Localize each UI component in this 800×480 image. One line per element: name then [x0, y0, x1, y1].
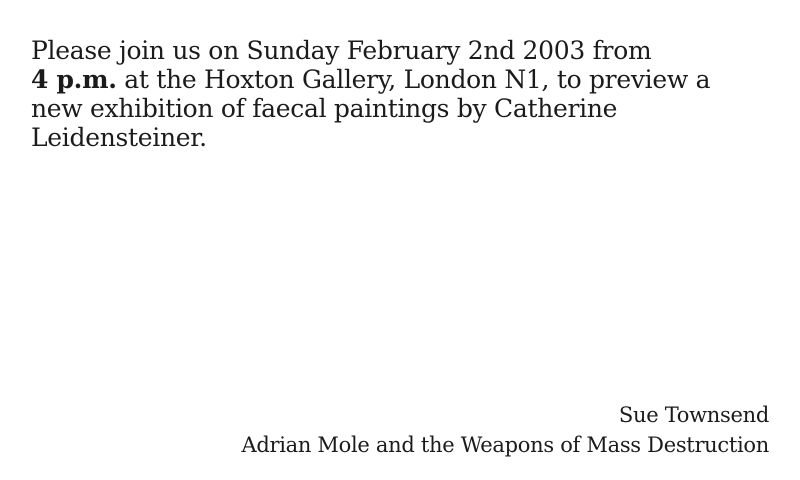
quote-time: 4 p.m. — [31, 65, 117, 94]
book-title: Adrian Mole and the Weapons of Mass Destruction — [241, 433, 769, 457]
quote-body: at the Hoxton Gallery, London N1, to preview a new exhibition of faecal paintings by Catherine Leidensteiner. — [31, 65, 711, 152]
author-name: Sue Townsend — [618, 403, 769, 427]
quote-intro: Please join us on Sunday February 2nd 2003 from — [31, 36, 652, 65]
quote-text — [31, 36, 761, 152]
attribution — [69, 400, 769, 460]
